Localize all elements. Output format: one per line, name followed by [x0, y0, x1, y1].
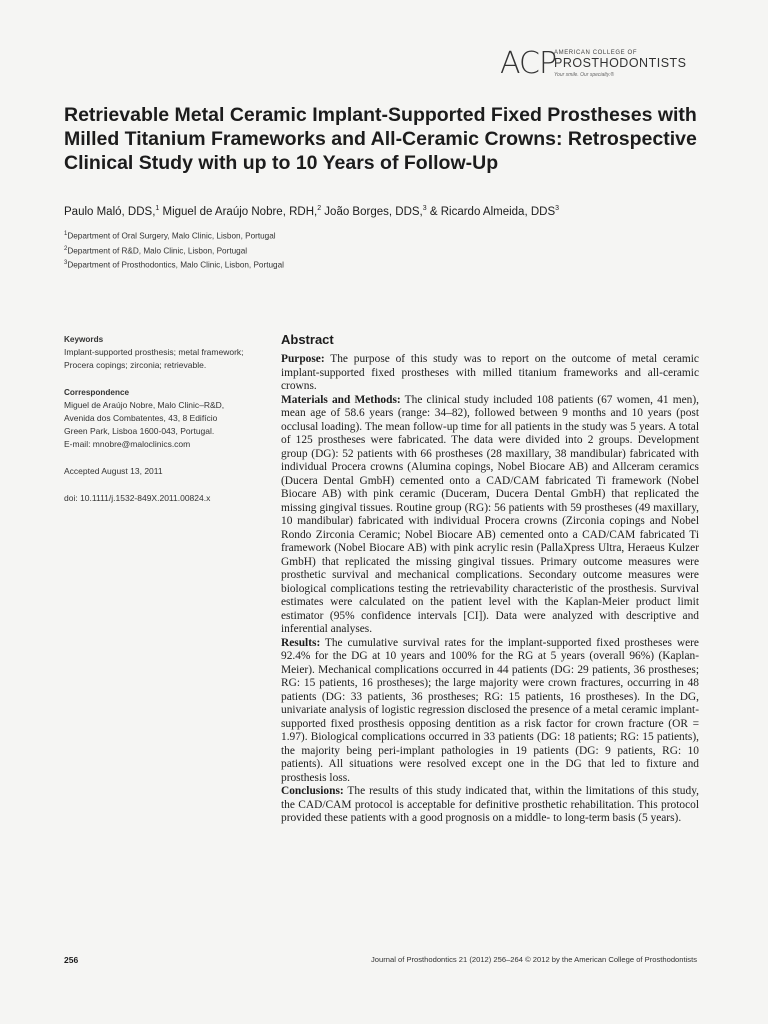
author-affil-mark: 3	[422, 205, 427, 212]
affiliation	[64, 243, 284, 258]
logo-org-line: AMERICAN COLLEGE OF	[554, 50, 638, 56]
author-name: João Borges, DDS,	[321, 205, 423, 218]
correspondence-line: Miguel de Araújo Nobre, Malo Clinic–R&D,	[64, 400, 225, 410]
abstract-methods	[281, 394, 699, 637]
abstract-purpose-label: Purpose:	[281, 353, 325, 365]
abstract-purpose-text: The purpose of this study was to report on the outcome of metal ceramic implant-supported fixed prostheses with milled titanium frameworks and all-ceramic crowns.	[281, 353, 699, 392]
author-affil-mark: 1	[155, 205, 160, 212]
article-title: Retrievable Metal Ceramic Implant-Supported Fixed Prostheses with Milled Titanium Frameworks and All-Ceramic Crowns: Retrospective Clinical Study with up to 10 Years of Follow-Up	[64, 104, 697, 174]
author-name: Paulo Maló, DDS,	[64, 205, 156, 218]
correspondence-email[interactable]: E-mail: mnobre@maloclinics.com	[64, 439, 191, 449]
affiliation-mark: 1	[64, 231, 68, 237]
acp-logo	[500, 46, 740, 82]
abstract-methods-label: Materials and Methods:	[281, 393, 401, 406]
affiliation-text: Department of R&D, Malo Clinic, Lisbon, Portugal	[67, 246, 248, 256]
abstract-results-text: The cumulative survival rates for the implant-supported fixed prostheses were 92.4% for the DG at 10 years and 100% for the RG at 5 years (overall 96%) (Kaplan-Meier). Mechanical complications occurred in 44 patients (DG: 29 patients, 36 prostheses; RG: 15 patients, 16 prostheses); the large majority were crown fractures, occurring in 48 patients (DG: 33 patients, 36 prostheses; RG: 15 patients, 16 prostheses). In the DG, univariate analysis of logistic regression disclosed the presence of a metal ceramic implant-supported fixed prosthesis opposing dentition as a risk factor for crown fracture (OR = 1.97). Biological complications occurred in 33 patients (DG: 18 patients; RG: 15 patients), the majority being peri-implant pathologies in 19 patients (DG: 9 patients, RG: 10 patients). All situations were resolved except one in the DG that led to fixture and prosthesis loss.	[281, 636, 699, 784]
author-name: Miguel de Araújo Nobre, RDH,	[159, 205, 318, 218]
abstract-conclusions-label: Conclusions:	[281, 785, 344, 797]
keywords-heading: Keywords	[64, 335, 104, 344]
author-name: & Ricardo Almeida, DDS	[426, 205, 556, 218]
abstract-results	[281, 637, 699, 786]
logo-tagline: Your smile. Our specialty.®	[554, 72, 614, 78]
abstract-section	[281, 332, 699, 826]
correspondence-heading: Correspondence	[64, 388, 130, 397]
page-number: 256	[64, 955, 79, 965]
abstract-heading: Abstract	[281, 332, 334, 347]
correspondence-line: Avenida dos Combatentes, 43, 8 Edifício	[64, 413, 218, 423]
article-sidebar	[64, 333, 264, 505]
correspondence-line: Green Park, Lisboa 1600-043, Portugal.	[64, 426, 215, 436]
acp-logo-mark: ACP	[500, 46, 557, 81]
author-list	[64, 205, 559, 218]
abstract-methods-text: The clinical study included 108 patients (67 women, 41 men), mean age of 58.6 years (range: 34–82), followed between 9 months and 10 years (post occlusal loading). The mean follow-up time for all patients in the study was 5 years. A total of 125 prostheses were fabricated. The data were divided into 2 groups. Development group (DG): 52 patients with 66 prostheses (28 maxillary, 38 mandibular) fabricated with individual Procera crowns (Alumina copings, Nobel Biocare AB) and Allceram ceramics (Ducera Dental GmbH) cemented onto a CAD/CAM fabricated Ti framework (Nobel Biocare AB) with pink ceramic (Duceram, Ducera Dental GmbH) that replicated the missing gingival tissues. Routine group (RG): 56 patients with 59 prostheses (49 maxillary, 10 mandibular) fabricated with individual Procera crowns (Zirconia copings and Nobel Rondo Zirconia Ceramic; Nobel Biocare AB) cemented onto a CAD/CAM fabricated Ti framework (Nobel Biocare AB) with pink acrylic resin (PallaXpress Ultra, Heraeus Kulzer GmbH) that replicated the missing gingival tissues. Primary outcome measures were prosthetic survival and mechanical complications. Secondary outcome measures were biological complications testing the retrievability characteristic of the prosthesis. Survival estimates were calculated on the patient level with the Kaplan-Meier product limit estimator (95% confidence intervals [CI]). Data were analyzed with descriptive and inferential analyses.	[281, 393, 699, 635]
abstract-conclusions	[281, 785, 699, 826]
affiliation-text: Department of Oral Surgery, Malo Clinic, Lisbon, Portugal	[67, 231, 276, 241]
abstract-body	[281, 353, 699, 826]
journal-citation: Journal of Prosthodontics 21 (2012) 256–264 © 2012 by the American College of Prosthodontists	[370, 955, 697, 964]
abstract-purpose	[281, 353, 699, 394]
affiliation-list	[64, 228, 284, 272]
abstract-results-label: Results:	[281, 636, 321, 649]
keywords-text: Implant-supported prosthesis; metal framework; Procera copings; zirconia; retrievable.	[64, 347, 244, 370]
author-affil-mark: 3	[555, 205, 560, 212]
affiliation	[64, 257, 284, 272]
affiliation-mark: 3	[64, 260, 68, 267]
affiliation-mark: 2	[64, 245, 68, 252]
affiliation-text: Department of Prosthodontics, Malo Clinic, Lisbon, Portugal	[67, 261, 284, 271]
affiliation	[64, 228, 284, 243]
doi-link[interactable]: doi: 10.1111/j.1532-849X.2011.00824.x	[64, 493, 211, 503]
accepted-date: Accepted August 13, 2011	[64, 466, 163, 476]
correspondence-block	[64, 399, 264, 451]
abstract-conclusions-text: The results of this study indicated that, within the limitations of this study, the CAD/CAM protocol is acceptable for definitive prosthetic rehabilitation. This protocol provided these patients with a good prognosis on a middle- to long-term basis (5 years).	[281, 785, 699, 824]
author-affil-mark: 2	[317, 205, 322, 212]
logo-org-name: PROSTHODONTISTS	[554, 56, 687, 70]
